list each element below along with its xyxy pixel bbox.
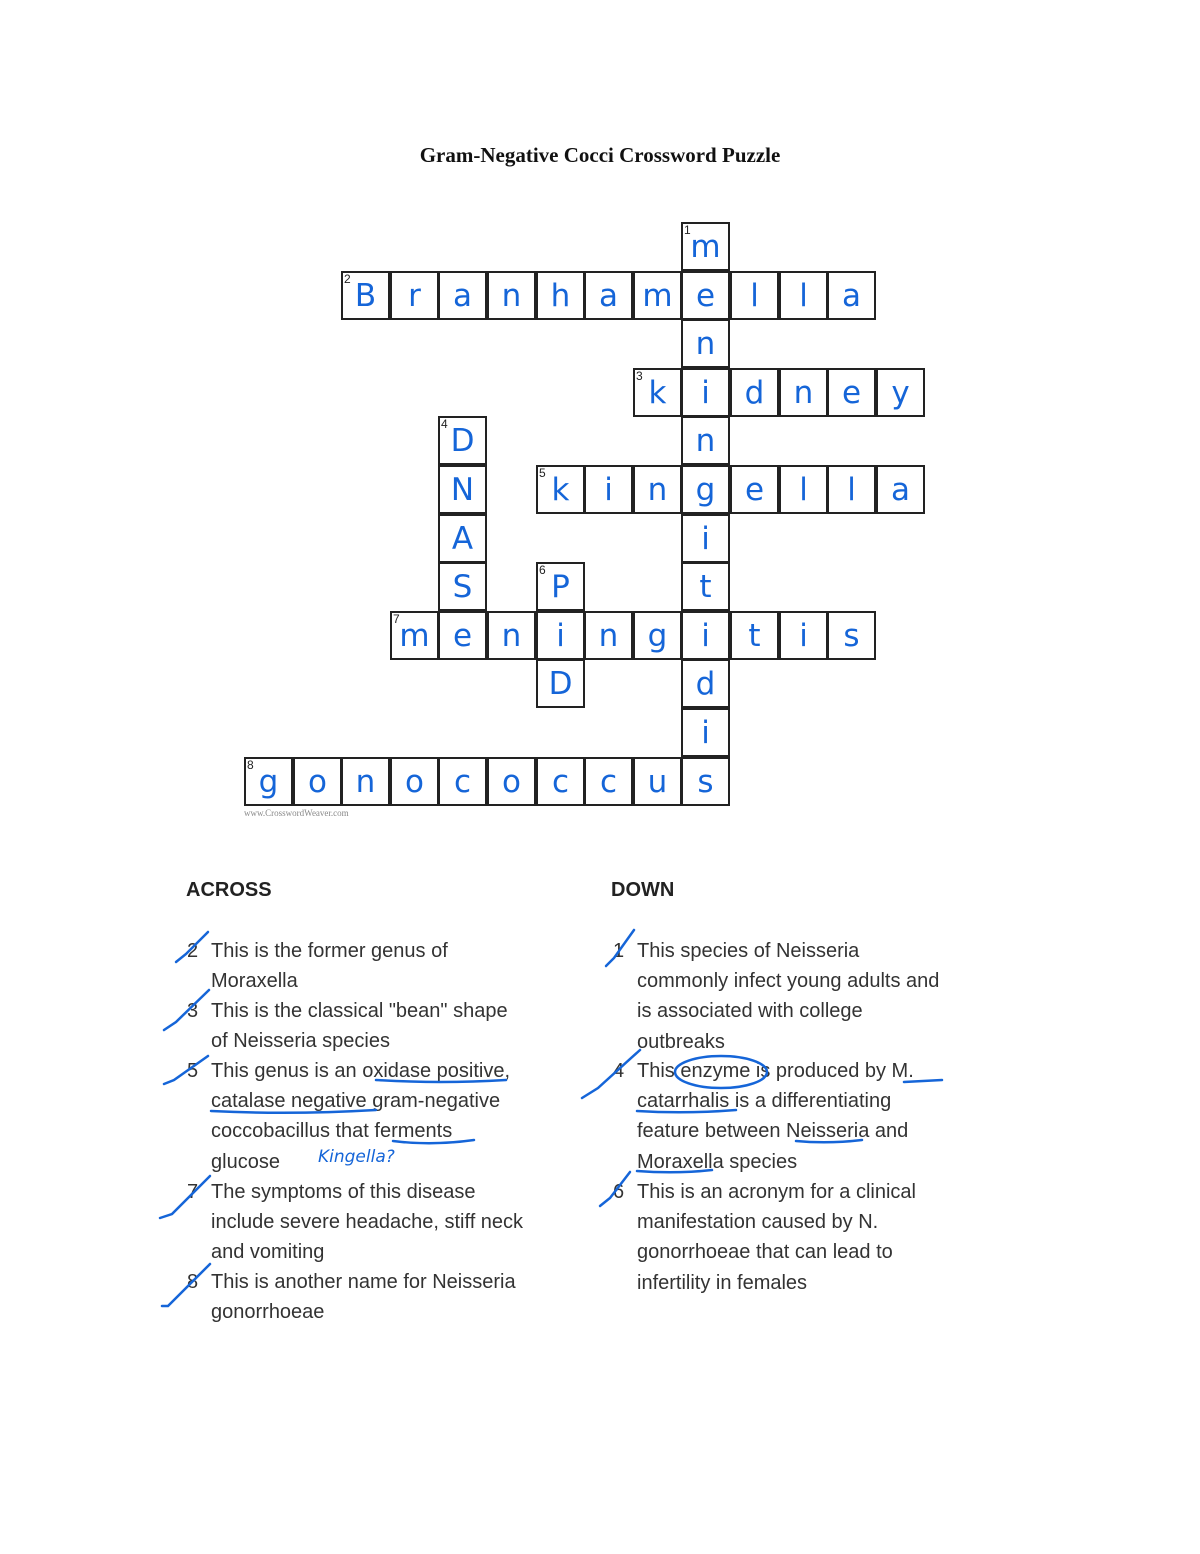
- handwritten-letter: o: [405, 764, 424, 800]
- handwritten-letter: n: [598, 618, 619, 654]
- grid-cell: [584, 611, 633, 660]
- handwritten-letter: a: [891, 472, 910, 508]
- handwritten-letter: s: [697, 764, 714, 800]
- clue-number: 5: [187, 1060, 199, 1082]
- grid-cell: [293, 757, 342, 806]
- clue-line: infertility in females: [637, 1271, 808, 1294]
- clue-line: gonorrhoeae: [211, 1301, 325, 1324]
- clue-number: 6: [613, 1181, 625, 1203]
- cell-number: 3: [636, 369, 643, 383]
- clue-line: glucose: [211, 1150, 280, 1173]
- cell-number: 7: [393, 612, 400, 626]
- handwritten-letter: e: [744, 472, 765, 508]
- handwritten-letter: i: [701, 521, 710, 557]
- clue-line: This is the former genus of: [211, 940, 448, 962]
- handwritten-letter: a: [599, 278, 618, 314]
- grid-cell: [681, 222, 730, 271]
- handwritten-letter: B: [354, 278, 377, 314]
- grid-cell: [779, 611, 828, 660]
- grid-cell: [341, 757, 390, 806]
- clue-line: feature between Neisseria and: [637, 1120, 909, 1143]
- handwritten-letter: S: [452, 569, 473, 605]
- cell-number: 6: [539, 563, 546, 577]
- check-mark-icon: [164, 1056, 208, 1084]
- handwritten-letter: s: [843, 618, 860, 654]
- grid-cell: [633, 611, 682, 660]
- grid-cell: [876, 465, 925, 514]
- down-clue-4: [613, 1056, 914, 1177]
- handwritten-letter: o: [502, 764, 521, 800]
- handwritten-letter: m: [642, 278, 673, 314]
- grid-cell: [827, 368, 876, 417]
- clue-line: manifestation caused by N.: [637, 1211, 879, 1234]
- across-clue-8: [187, 1267, 516, 1327]
- grid-cell: [681, 465, 730, 514]
- grid-cell: [827, 611, 876, 660]
- grid-cell: [681, 319, 730, 368]
- grid-cell: [584, 757, 633, 806]
- clue-line: This genus is an oxidase positive,: [211, 1060, 511, 1082]
- grid-cell: [536, 659, 585, 708]
- grid-cell: [438, 416, 487, 465]
- puzzle-title: Gram-Negative Cocci Crossword Puzzle: [419, 143, 781, 167]
- grid-cell: [779, 271, 828, 320]
- handwritten-letter: l: [799, 472, 808, 508]
- grid-cell: [681, 708, 730, 757]
- grid-cell: [438, 611, 487, 660]
- handwritten-letter: d: [695, 666, 716, 702]
- handwritten-letter: c: [599, 764, 618, 800]
- cell-number: 8: [247, 758, 254, 772]
- grid-cell: [827, 271, 876, 320]
- grid-cell: [681, 659, 730, 708]
- clue-line: This is another name for Neisseria: [211, 1271, 516, 1293]
- grid-cell: [536, 562, 585, 611]
- clue-line: Moraxella: [211, 970, 298, 993]
- cell-number: 1: [684, 223, 691, 237]
- handwritten-letter: g: [647, 618, 668, 654]
- clue-line: and vomiting: [211, 1241, 325, 1264]
- handwritten-letter: t: [748, 618, 761, 654]
- clue-line: This is an acronym for a clinical: [637, 1181, 916, 1203]
- handwritten-letter: i: [556, 618, 565, 654]
- grid-cell: [730, 465, 779, 514]
- handwritten-letter: k: [648, 375, 667, 411]
- grid-cell: [438, 465, 487, 514]
- clue-line: include severe headache, stiff neck: [211, 1211, 524, 1234]
- handwritten-letter: g: [695, 472, 716, 508]
- clue-number: 4: [613, 1060, 625, 1082]
- handwritten-letter: d: [744, 375, 765, 411]
- grid-cell: [633, 465, 682, 514]
- grid-cell: [681, 611, 730, 660]
- clue-line: This species of Neisseria: [637, 940, 860, 962]
- grid-cell: [390, 271, 439, 320]
- handwritten-letter: P: [551, 569, 570, 605]
- grid-cell: [681, 368, 730, 417]
- handwritten-letter: g: [258, 764, 279, 800]
- clue-line: This enzyme is produced by M.: [637, 1060, 914, 1082]
- handwritten-letter: c: [551, 764, 570, 800]
- handwritten-letter: t: [699, 569, 712, 605]
- grid-cell: [730, 271, 779, 320]
- grid-cell: [536, 757, 585, 806]
- grid-cell: [341, 271, 390, 320]
- grid-cell: [584, 271, 633, 320]
- handwritten-letter: l: [847, 472, 856, 508]
- handwritten-letter: A: [451, 521, 474, 557]
- handwritten-letter: n: [355, 764, 376, 800]
- handwritten-letter: e: [695, 278, 716, 314]
- handwritten-letter: D: [548, 666, 573, 702]
- grid-cell: [681, 562, 730, 611]
- grid-cell: [681, 514, 730, 563]
- handwritten-letter: m: [690, 229, 721, 265]
- clue-number: 8: [187, 1271, 199, 1293]
- clue-number: 3: [187, 1000, 199, 1022]
- grid-cell: [438, 757, 487, 806]
- handwritten-letter: c: [453, 764, 472, 800]
- grid-cell: [584, 465, 633, 514]
- handwritten-letter: u: [647, 764, 668, 800]
- handwritten-letter: r: [408, 278, 421, 314]
- grid-cell: [438, 271, 487, 320]
- check-mark-icon: [582, 1050, 640, 1098]
- handwritten-letter: n: [695, 326, 716, 362]
- grid-cell: [438, 562, 487, 611]
- across-clue-2: [187, 936, 448, 996]
- grid-cell: [730, 368, 779, 417]
- clue-line: The symptoms of this disease: [211, 1181, 476, 1203]
- grid-cell: [536, 271, 585, 320]
- clue-number: 1: [613, 940, 625, 962]
- across-heading: ACROSS: [186, 879, 272, 901]
- handwritten-letter: i: [701, 715, 710, 751]
- handwritten-letter: i: [701, 618, 710, 654]
- grid-cell: [730, 611, 779, 660]
- clue-line: outbreaks: [637, 1030, 725, 1053]
- handwritten-letter: i: [799, 618, 808, 654]
- handwritten-letter: n: [695, 423, 716, 459]
- cell-number: 5: [539, 466, 546, 480]
- grid-cell: [487, 757, 536, 806]
- grid-cell: [536, 465, 585, 514]
- down-clue-1: [613, 936, 940, 1057]
- grid-cell: [390, 611, 439, 660]
- handwritten-letter: l: [799, 278, 808, 314]
- cell-number: 4: [441, 417, 448, 431]
- check-mark-icon: [160, 1176, 210, 1218]
- handwritten-letter: n: [501, 618, 522, 654]
- grid-cell: [633, 757, 682, 806]
- grid-cell: [536, 611, 585, 660]
- clue-line: catalase negative gram-negative: [211, 1090, 501, 1113]
- clue-line: This is the classical "bean" shape: [211, 1000, 508, 1022]
- handwritten-letter: n: [501, 278, 522, 314]
- grid-cell: [827, 465, 876, 514]
- clue-line: gonorrhoeae that can lead to: [637, 1241, 893, 1264]
- grid-cell: [487, 271, 536, 320]
- handwritten-letter: l: [750, 278, 759, 314]
- grid-cell: [681, 757, 730, 806]
- clue-line: coccobacillus that ferments: [211, 1120, 453, 1143]
- handwritten-letter: n: [647, 472, 668, 508]
- handwritten-letter: i: [701, 375, 710, 411]
- grid-cell: [681, 416, 730, 465]
- handwritten-letter: o: [308, 764, 327, 800]
- grid-cell: [487, 611, 536, 660]
- grid-cell: [244, 757, 293, 806]
- handwritten-letter: D: [450, 423, 475, 459]
- grid-cell: [438, 514, 487, 563]
- handwritten-note: Kingella?: [318, 1147, 395, 1167]
- grid-cell: [779, 368, 828, 417]
- clue-number: 2: [187, 940, 199, 962]
- grid-cell: [681, 271, 730, 320]
- grid-cell: [876, 368, 925, 417]
- handwritten-letter: e: [841, 375, 862, 411]
- grid-cell: [390, 757, 439, 806]
- grid-cell: [633, 368, 682, 417]
- grid-cell: [633, 271, 682, 320]
- grid-cell: [779, 465, 828, 514]
- handwritten-letter: m: [399, 618, 430, 654]
- site-credit: www.CrosswordWeaver.com: [244, 808, 349, 818]
- clue-number: 7: [187, 1181, 199, 1203]
- clue-line: of Neisseria species: [211, 1030, 390, 1053]
- handwritten-letter: i: [604, 472, 613, 508]
- handwritten-letter: N: [450, 472, 475, 508]
- clue-line: Moraxella species: [637, 1150, 798, 1173]
- handwritten-letter: a: [453, 278, 472, 314]
- across-clue-7: [187, 1177, 524, 1268]
- clue-line: catarrhalis is a differentiating: [637, 1090, 892, 1113]
- handwritten-letter: n: [793, 375, 814, 411]
- clue-line: commonly infect young adults and: [637, 970, 940, 993]
- handwritten-letter: y: [891, 375, 910, 411]
- clue-line: is associated with college: [637, 1000, 863, 1023]
- down-heading: DOWN: [611, 879, 675, 901]
- cell-number: 2: [344, 272, 351, 286]
- down-clue-6: [613, 1177, 916, 1298]
- handwritten-letter: a: [842, 278, 861, 314]
- handwritten-letter: e: [452, 618, 473, 654]
- handwritten-letter: k: [551, 472, 570, 508]
- across-clue-3: [187, 996, 508, 1056]
- handwritten-letter: h: [550, 278, 571, 314]
- check-mark-icon: [162, 1264, 210, 1306]
